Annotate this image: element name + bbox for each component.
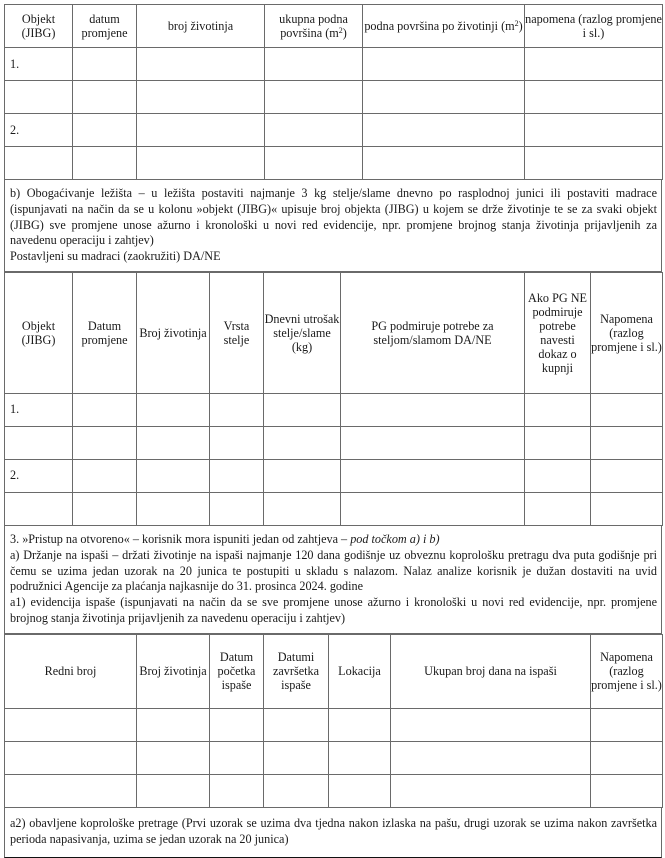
- col-header-povrsina-po-zivotinji: podna površina po životinji $(m^2)$: [363, 5, 525, 48]
- table-row: [5, 774, 663, 807]
- table-row: [5, 81, 663, 114]
- col-header-broj: Broj životinja: [137, 272, 210, 393]
- cell-objekt[interactable]: 2.: [5, 114, 73, 147]
- cell-broj[interactable]: [137, 492, 210, 525]
- table-row: [5, 114, 663, 147]
- col-header-objekt: Objekt (JIBG): [5, 5, 73, 48]
- col-header-napomena: Napomena (razlog promjene i sl.): [591, 634, 663, 708]
- cell-po-zivotinji[interactable]: [363, 81, 525, 114]
- cell-vrsta[interactable]: [210, 492, 264, 525]
- cell-napomena[interactable]: [525, 114, 663, 147]
- cell-pg[interactable]: [341, 492, 525, 525]
- cell-napomena[interactable]: [591, 459, 663, 492]
- col-header-datum-pocetka: Datum početka ispaše: [210, 634, 264, 708]
- cell-datum[interactable]: [73, 492, 137, 525]
- cell-ukupna[interactable]: [265, 48, 363, 81]
- cell-napomena[interactable]: [591, 741, 663, 774]
- cell-pocetak[interactable]: [210, 774, 264, 807]
- col-header-datum-zavrsetka: Datumi završetka ispaše: [264, 634, 329, 708]
- cell-lokacija[interactable]: [329, 741, 391, 774]
- cell-redni-broj[interactable]: [5, 741, 137, 774]
- cell-datum[interactable]: [73, 393, 137, 426]
- cell-datum[interactable]: [73, 147, 137, 180]
- cell-po-zivotinji[interactable]: [363, 114, 525, 147]
- col-header-ukupna-povrsina: ukupna podna površina $(m^2)$: [265, 5, 363, 48]
- table-row: [5, 741, 663, 774]
- cell-dokaz[interactable]: [525, 426, 591, 459]
- col-header-napomena: Napomena (razlog promjene i sl.): [591, 272, 663, 393]
- col-header-dnevni-utrosak: Dnevni utrošak stelje/slame (kg): [264, 272, 341, 393]
- cell-dani[interactable]: [391, 708, 591, 741]
- cell-broj[interactable]: [137, 48, 265, 81]
- cell-objekt[interactable]: [5, 81, 73, 114]
- cell-objekt[interactable]: 2.: [5, 459, 73, 492]
- cell-po-zivotinji[interactable]: [363, 147, 525, 180]
- cell-datum[interactable]: [73, 459, 137, 492]
- cell-napomena[interactable]: [525, 48, 663, 81]
- cell-dokaz[interactable]: [525, 393, 591, 426]
- section-b-bedding-instructions: [4, 180, 662, 272]
- cell-pocetak[interactable]: [210, 741, 264, 774]
- col-header-vrsta-stelje: Vrsta stelje: [210, 272, 264, 393]
- bedding-table: [4, 272, 663, 526]
- cell-objekt[interactable]: 1.: [5, 48, 73, 81]
- floor-area-table: [4, 4, 663, 180]
- table-row: [5, 48, 663, 81]
- col-header-ukupan-broj-dana: Ukupan broj dana na ispaši: [391, 634, 591, 708]
- cell-zavrsetak[interactable]: [264, 774, 329, 807]
- grazing-table: [4, 634, 663, 808]
- cell-ukupna[interactable]: [265, 147, 363, 180]
- col-header-broj: Broj životinja: [137, 634, 210, 708]
- cell-utrosak[interactable]: [264, 492, 341, 525]
- cell-pg[interactable]: [341, 393, 525, 426]
- col-header-datum: Datum promjene: [73, 272, 137, 393]
- cell-zavrsetak[interactable]: [264, 741, 329, 774]
- cell-redni-broj[interactable]: [5, 774, 137, 807]
- cell-dani[interactable]: [391, 741, 591, 774]
- cell-dokaz[interactable]: [525, 492, 591, 525]
- cell-datum[interactable]: [73, 81, 137, 114]
- cell-dokaz[interactable]: [525, 459, 591, 492]
- cell-napomena[interactable]: [525, 81, 663, 114]
- section-a2-text: a2) obavljene koprološke pretrage (Prvi uzorak se uzima dva tjedna nakon izlaska na pašu, drugi uzorak se uzima nakon završetka perioda napasivanja, uzima se jedan uzorak na 20 junica): [10, 815, 657, 846]
- cell-broj[interactable]: [137, 774, 210, 807]
- cell-broj[interactable]: [137, 426, 210, 459]
- cell-ukupna[interactable]: [265, 81, 363, 114]
- mattress-yes-no-line[interactable]: Postavljeni su madraci (zaokružiti) DA/NE: [10, 249, 221, 264]
- table-header-row: [5, 5, 663, 48]
- cell-napomena[interactable]: [525, 147, 663, 180]
- table-row: [5, 459, 663, 492]
- col-header-datum: datum promjene: [73, 5, 137, 48]
- cell-dani[interactable]: [391, 774, 591, 807]
- cell-broj[interactable]: [137, 114, 265, 147]
- cell-po-zivotinji[interactable]: [363, 48, 525, 81]
- section-3a-grazing-text: a) Držanje na ispaši – držati životinje na ispaši najmanje 120 dana godišnje uz obveznu koprološku pretragu dva puta godišnje pri čemu se uzima jedan uzorak na 20 junica te postupiti u skladu s nalazom. Nalaz analize korisnik je dužan dostaviti na uvid podružnici Agencije za plaćanja najkasnije do 31. prosinca 2024. godine: [10, 547, 657, 594]
- cell-objekt[interactable]: 1.: [5, 393, 73, 426]
- section-a2-coprological-tests: [4, 808, 662, 858]
- cell-redni-broj[interactable]: [5, 708, 137, 741]
- cell-objekt[interactable]: [5, 492, 73, 525]
- cell-broj[interactable]: [137, 81, 265, 114]
- cell-napomena[interactable]: [591, 393, 663, 426]
- cell-napomena[interactable]: [591, 426, 663, 459]
- cell-datum[interactable]: [73, 426, 137, 459]
- cell-broj[interactable]: [137, 741, 210, 774]
- evidence-form-page: [4, 4, 662, 858]
- section-3-title: 3. »Pristup na otvoreno« – korisnik mora ispuniti jedan od zahtjeva – pod točkom a) i b): [10, 531, 440, 546]
- cell-vrsta[interactable]: [210, 426, 264, 459]
- cell-vrsta[interactable]: [210, 459, 264, 492]
- cell-lokacija[interactable]: [329, 774, 391, 807]
- cell-broj[interactable]: [137, 708, 210, 741]
- col-header-napomena: napomena (razlog promjene i sl.): [525, 5, 663, 48]
- table-row: [5, 147, 663, 180]
- cell-pocetak[interactable]: [210, 708, 264, 741]
- cell-zavrsetak[interactable]: [264, 708, 329, 741]
- cell-broj[interactable]: [137, 393, 210, 426]
- table-row: [5, 708, 663, 741]
- cell-utrosak[interactable]: [264, 393, 341, 426]
- cell-napomena[interactable]: [591, 492, 663, 525]
- section-b-text: b) Obogaćivanje ležišta – u ležišta postaviti najmanje 3 kg stelje/slame dnevno po rasplodnoj junici ili postaviti madrace (ispunjavati na način da se u kolonu »objekt (JIBG)« upisuje broj objekta (JIBG) u kojem se drže životinje te se za svaki objekt (JIBG) sve promjene unose ažurno i kronološki u novi red evidencije, npr. promjene brojnog stanja životinja prijavljenih za navedenu operaciju i zahtjev): [10, 186, 657, 248]
- col-header-dokaz-o-kupnji: Ako PG NE podmiruje potrebe navesti dokaz o kupnji: [525, 272, 591, 393]
- cell-pg[interactable]: [341, 426, 525, 459]
- cell-napomena[interactable]: [591, 774, 663, 807]
- table-row: [5, 426, 663, 459]
- cell-objekt[interactable]: [5, 147, 73, 180]
- col-header-objekt: Objekt (JIBG): [5, 272, 73, 393]
- cell-broj[interactable]: [137, 147, 265, 180]
- cell-napomena[interactable]: [591, 708, 663, 741]
- table-header-row: [5, 272, 663, 393]
- cell-pg[interactable]: [341, 459, 525, 492]
- cell-utrosak[interactable]: [264, 426, 341, 459]
- table-row: [5, 492, 663, 525]
- col-header-broj: broj životinja: [137, 5, 265, 48]
- section-3-outdoor-access: [4, 526, 662, 634]
- cell-ukupna[interactable]: [265, 114, 363, 147]
- cell-datum[interactable]: [73, 114, 137, 147]
- col-header-pg-podmiruje: PG podmiruje potrebe za steljom/slamom DA/NE: [341, 272, 525, 393]
- cell-utrosak[interactable]: [264, 459, 341, 492]
- cell-broj[interactable]: [137, 459, 210, 492]
- table-header-row: [5, 634, 663, 708]
- cell-vrsta[interactable]: [210, 393, 264, 426]
- table-row: [5, 393, 663, 426]
- col-header-redni-broj: Redni broj: [5, 634, 137, 708]
- cell-datum[interactable]: [73, 48, 137, 81]
- cell-objekt[interactable]: [5, 426, 73, 459]
- section-3a1-grazing-record-text: a1) evidencija ispaše (ispunjavati na način da se sve promjene unose ažurno i kronološki u novi red evidencije, npr. promjene brojnog stanja životinja prijavljenih za navedenu operaciju i zahtjev): [10, 595, 657, 625]
- cell-lokacija[interactable]: [329, 708, 391, 741]
- col-header-lokacija: Lokacija: [329, 634, 391, 708]
